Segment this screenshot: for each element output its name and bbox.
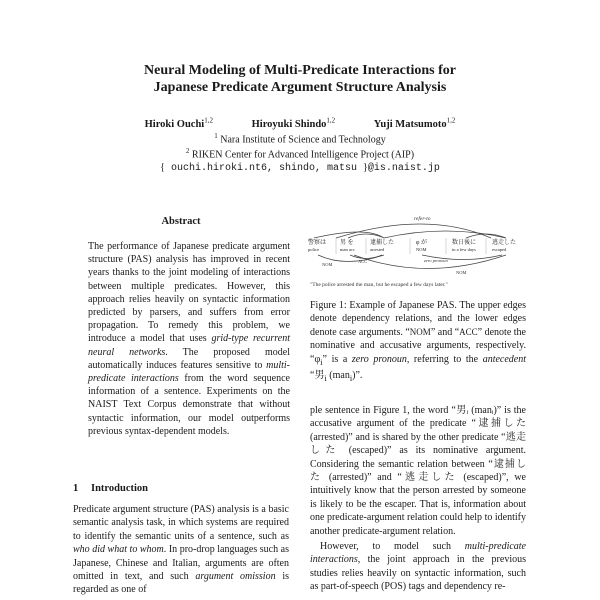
case-label: NOM [322,262,333,267]
token-en: arrested [370,247,385,252]
section-heading-introduction: 1 Introduction [73,483,148,494]
token-en: police [308,247,319,252]
author-email: { ouchi.hiroki.nt6, shindo, matsu }@is.naist.jp [160,162,440,174]
dependency-arc [348,234,384,238]
token-jp: φ が [416,240,427,246]
paper-title [60,62,540,96]
token-en: escaped [492,247,507,252]
figure-caption: Figure 1: Example of Japanese PAS. The upper edges denote dependency relations, and the lower edges denote case arguments. “NOM” and “ACC” denote the nominative and accusative arguments, respectively. “$\varphi_i$” is a zero pronoun, referring to the antecedent “男$_i$ (man$_i$)”. [310,300,526,384]
token-en: man acc [340,247,355,252]
figure-translation: "The police arrested the man, but he escaped a few days later." [310,282,448,288]
author: Hiroki Ouchi$^{1,2}$ [144,116,213,130]
refer-to-label: refer-to [414,216,431,222]
abstract-text: The performance of Japanese predicate argument structure (PAS) analysis has improved in recent years thanks to the joint modeling of interactions between multiple predicates. However, this approach relies heavily on syntactic information predicted by parsers, and suffers from error propagation. To remedy this problem, we introduce a model that uses grid-type recurrent neural networks. The proposed model automatically induces features sensitive to multi-predicate interactions from the word sequence information of a sentence. Experiments on the NAIST Text Corpus demonstrate that without syntactic information, our model outperforms previous syntax-dependent models. [88,241,290,437]
author: Hiroyuki Shindo$^{1,2}$ [251,116,336,130]
title-line-1: Neural Modeling of Multi-Predicate Interactions for [144,63,456,78]
affiliation-1: $^1$ Nara Institute of Science and Technology [214,132,386,146]
abstract-heading: Abstract [161,216,201,227]
author-list [60,116,540,130]
affiliation-2: $^2$ RIKEN Center for Advanced Intelligence Project (AIP) [185,147,415,161]
case-label: ACC [358,259,368,264]
token-jp: 逃走した [492,240,517,246]
introduction-text: Predicate argument structure (PAS) analysis is a basic semantic analysis task, in which systems are required to identify the semantic units of a sentence, such as who did what to whom. In pro-drop languages such as Japanese, Chinese and Italian, arguments are often omitted in text, and such argument omission is regarded as one of [73,504,289,596]
case-arc-nom [318,255,384,262]
pas-example-figure [306,210,526,290]
case-label: zero pronoun [424,258,448,263]
token-jp: 逮捕した [370,240,395,246]
title-line-2: Japanese Predicate Argument Structure Analysis [153,80,447,95]
token-en: in a few days [452,247,476,252]
token-jp: 男 を [340,240,354,246]
token-row [308,238,516,252]
body-text-right [310,404,526,594]
body-paragraph: However, to model such multi-predicate interactions, the joint approach in the previous studies relies heavily on syntactic information, such as part-of-speech (POS) tags and dependency re- [310,541,526,593]
refer-to-arc [336,224,491,238]
body-paragraph: ple sentence in Figure 1, the word “男ᵢ (manᵢ)” is the accusative argument of the predicate “逮捕した (arrested)” and is shared by the other predicate “逃走した (escaped)” as its nominative argument. Considering the semantic relation between “逮捕した (arrested)” and “逃走した (escaped)”, we intuitively know that the person arrested by someone is likely to be the escaper. That is, information about one predicate-argument relation could help to identify another predicate-argument relation. [310,405,526,537]
token-jp: 警察は [308,240,327,246]
author: Yuji Matsumoto$^{1,2}$ [373,116,456,130]
case-label: NOM [456,270,467,275]
token-en: NOM [416,247,427,252]
token-jp: 数日後に [452,240,477,246]
